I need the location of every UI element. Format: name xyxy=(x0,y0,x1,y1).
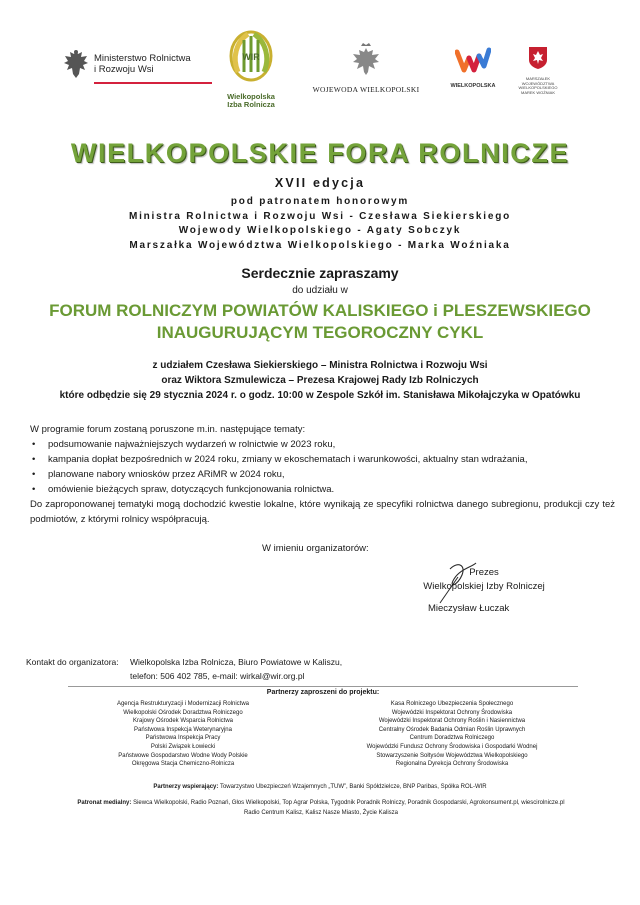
marszalek-caption-line: MARSZAŁEK xyxy=(525,76,551,81)
partner-item: Wojewódzki Inspektorat Ochrony Roślin i Nasiennictwa xyxy=(378,718,526,725)
program-item: • planowane nabory wniosków przez ARiMR w 2024 roku, xyxy=(30,467,615,482)
partner-item: Regionalna Dyrekcja Ochrony Środowiska xyxy=(395,761,509,768)
partner-item: Agencja Restrukturyzacji i Modernizacji Rolnictwa xyxy=(116,701,250,707)
guest-line: oraz Wiktora Szmulewicza – Prezesa Krajowej Rady Izb Rolniczych xyxy=(161,375,479,386)
program-item: • kampania dopłat bezpośrednich w 2024 roku, zmiany w ekoschematach i warunkowości, aktualny stan wdrażania, xyxy=(30,452,615,467)
supporting-partners xyxy=(0,784,640,790)
program-item: • podsumowanie najważniejszych wydarzeń w rolnictwie w 2023 roku, xyxy=(30,437,615,452)
signatory-role-line: Prezes xyxy=(469,567,499,578)
event-date-line: które odbędzie się 29 stycznia 2024 r. o godz. 10:00 w Zespole Szkół im. Stanisława Mikołajczyka w Opatówku xyxy=(59,390,581,401)
coat-of-arms-icon xyxy=(528,46,548,70)
partner-item: Państwowe Gospodarstwo Wodne Wody Polskie xyxy=(118,752,248,759)
polish-eagle-icon xyxy=(62,48,90,80)
contact-line: Wielkopolska Izba Rolnicza, Biuro Powiatowe w Kaliszu, xyxy=(130,657,343,667)
partner-item: Wojewódzki Inspektorat Ochrony Środowiska xyxy=(391,709,513,716)
wojewoda-caption: WOJEWODA WIELKOPOLSKI xyxy=(312,85,420,94)
partner-item: Kasa Rolniczego Ubezpieczenia Społecznego xyxy=(390,701,514,707)
crowned-eagle-icon xyxy=(350,42,382,76)
program-list xyxy=(30,437,615,497)
partners-right-column xyxy=(326,700,578,769)
marszalek-caption-line: MAREK WOŹNIAK xyxy=(520,89,555,95)
patron-line: Ministra Rolnictwa i Rozwoju Wsi - Czesława Siekierskiego xyxy=(128,210,512,222)
partners-section xyxy=(68,686,578,778)
supporting-text: Towarzystwo Ubezpieczeń Wzajemnych „TUW”, Banki Spółdzielcze, BNP Paribas, Spółka ROL-WIR xyxy=(219,784,487,790)
supporting-label: Partnerzy wspierający: xyxy=(153,784,219,790)
marszalek-caption-line: WIELKOPOLSKIEGO xyxy=(518,85,558,91)
partner-item: Centralny Ośrodek Badania Odmian Roślin Uprawnych xyxy=(378,726,526,733)
media-patronage xyxy=(36,798,606,818)
marszalek-caption-line: WOJEWÓDZTWA xyxy=(521,80,555,86)
partner-item: Państwowa Inspekcja Weterynaryjna xyxy=(134,726,232,733)
signatory-role xyxy=(404,566,564,594)
guest-line: z udziałem Czesława Siekierskiego – Ministra Rolnictwa i Rozwoju Wsi xyxy=(152,360,488,371)
signatory-role-line: Wielkopolskiej Izby Rolniczej xyxy=(423,581,545,592)
marszalek-logo xyxy=(518,46,558,106)
w-mark-icon xyxy=(455,46,491,76)
wir-badge-text: WIR xyxy=(242,52,260,62)
partner-item: Krajowy Ośrodek Wsparcia Rolnictwa xyxy=(132,718,234,725)
patron-line: pod patronatem honorowym xyxy=(230,196,410,207)
program-section xyxy=(30,422,615,497)
local-topics-note: Do zaproponowanej tematyki mogą dochodzić kwestie lokalne, które wynikają ze specyfiki rolnictwa danego subregionu, produkcji czy też podmiotów, z którymi rolnicy współpracują. xyxy=(30,499,615,525)
partner-item: Wojewódzki Fundusz Ochrony Środowiska i Gospodarki Wodnej xyxy=(366,743,538,750)
signatory-name: Mieczysław Łuczak xyxy=(428,603,510,614)
contact-label: Kontakt do organizatora: xyxy=(26,657,119,667)
edition-label: XVII edycja xyxy=(274,176,366,190)
ministry-name-line: Ministerstwo Rolnictwa xyxy=(94,53,191,64)
invitation-sub: do udziału w xyxy=(292,285,348,296)
wheat-wreath-icon xyxy=(226,28,276,86)
partner-item: Państwowa Inspekcja Pracy xyxy=(145,735,221,742)
guests-block xyxy=(0,358,640,403)
patron-line: Wojewody Wielkopolskiego - Agaty Sobczyk xyxy=(178,225,462,236)
patronage-block xyxy=(0,195,640,253)
contact-line: telefon: 506 402 785, e-mail: wirkal@wir.org.pl xyxy=(130,671,305,681)
wir-caption-line: Wielkopolska xyxy=(227,92,275,101)
forum-title-line: FORUM ROLNICZYM POWIATÓW KALISKIEGO i PLESZEWSKIEGO xyxy=(49,301,591,320)
wielkopolska-caption: WIELKOPOLSKA xyxy=(450,83,496,89)
ministry-logo xyxy=(62,46,212,82)
wojewoda-logo xyxy=(308,42,424,102)
partner-item: Okręgowa Stacja Chemiczno-Rolnicza xyxy=(131,761,235,768)
wir-logo xyxy=(226,28,276,108)
partner-item: Polski Związek Łowiecki xyxy=(150,743,216,750)
patron-line: Marszałka Województwa Wielkopolskiego - Marka Woźniaka xyxy=(129,239,511,251)
wir-caption-line: Izba Rolnicza xyxy=(227,100,275,109)
on-behalf-label: W imieniu organizatorów: xyxy=(262,543,369,554)
logo-strip xyxy=(0,28,640,118)
forum-title-line: INAUGURUJĄCYM TEGOROCZNY CYKL xyxy=(156,323,484,342)
partners-title: Partnerzy zaproszeni do projektu: xyxy=(266,689,380,696)
media-line: Siewca Wielkopolski, Radio Poznań, Głos Wielkopolski, Top Agrar Polska, Tygodnik Poradnik Rolniczy, Poradnik Gospodarski, Agrokonsument.pl, wiescirolnicze.pl xyxy=(133,800,565,806)
program-item: • omówienie bieżących spraw, dotyczących funkcjonowania rolnictwa. xyxy=(30,482,615,497)
media-line: Radio Centrum Kalisz, Kalisz Nasze Miasto, Życie Kalisza xyxy=(243,810,399,816)
partner-item: Centrum Doradztwa Rolniczego xyxy=(409,735,495,742)
partner-item: Stowarzyszenie Sołtysów Województwa Wielkopolskiego xyxy=(376,752,528,759)
program-intro: W programie forum zostaną poruszone m.in. następujące tematy: xyxy=(30,424,306,435)
partners-left-column xyxy=(68,700,298,769)
main-title: WIELKOPOLSKIE FORA ROLNICZE xyxy=(70,138,570,168)
ministry-red-bar xyxy=(94,82,212,84)
partner-item: Wielkopolski Ośrodek Doradztwa Rolniczego xyxy=(123,709,243,716)
media-label: Patronat medialny: xyxy=(77,800,132,806)
wielkopolska-brand-logo xyxy=(448,46,498,106)
forum-title xyxy=(0,300,640,344)
invitation-heading: Serdecznie zapraszamy xyxy=(241,265,399,281)
ministry-name-line: i Rozwoju Wsi xyxy=(94,64,154,75)
